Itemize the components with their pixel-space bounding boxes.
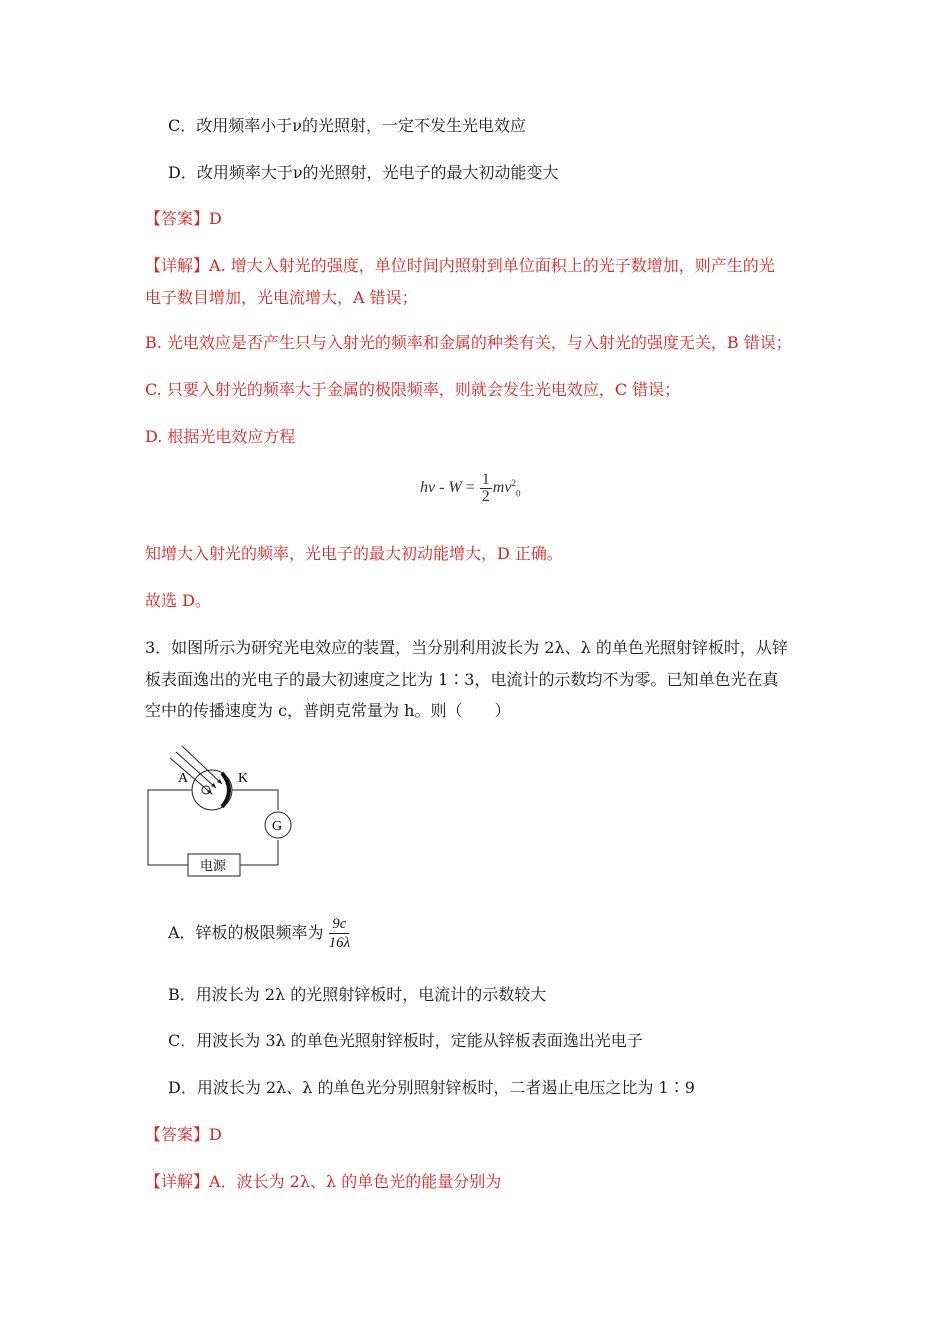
prev-detail-c: C. 只要入射光的频率大于金属的极限频率，则就会发生光电效应，C 错误； [145,380,681,399]
formula-h: h [420,479,428,497]
formula-equals: = [461,479,475,497]
detail-text: A．波长为 2λ、λ 的单色光的能量分别为 [209,1172,502,1191]
prev-detail-b: B. 光电效应是否产生只与入射光的频率和金属的种类有关，与入射光的强度无关，B 错误； [145,333,792,352]
formula-fraction [480,472,492,505]
formula-sup: 2 [511,477,516,488]
answer-tag: 【答案】 [145,1125,210,1144]
prev-choose: 故选 D。 [145,591,211,610]
wire-right-top [232,790,278,810]
formula-frac-num: 1 [481,471,490,488]
q3-stem-line3: 空中的传播速度为 c，普朗克常量为 h。则（ ） [145,701,511,720]
q3-option-a-numerator: 9c [329,915,349,934]
answer-value: D [209,1125,222,1144]
prev-option-d: D．改用频率大于ν的光照射，光电子的最大初动能变大 [168,163,559,182]
label-power: 电源 [200,859,227,874]
prev-detail-a-line1 [145,255,775,277]
q3-detail-a [145,1171,501,1193]
answer-value: D [209,209,222,228]
q3-option-a-denominator: 16λ [328,935,351,951]
detail-tag: 【详解】 [145,1172,210,1191]
formula-sub: 0 [515,488,521,499]
q3-option-a [168,915,355,952]
formula-w: W [448,479,462,497]
q3-answer [145,1124,222,1146]
prev-detail-d: D. 根据光电效应方程 [145,427,296,446]
q3-option-c: C．用波长为 3λ 的单色光照射锌板时，定能从锌板表面逸出光电子 [168,1031,643,1050]
q3-option-a-fraction [326,915,354,952]
detail-tag: 【详解】 [145,256,210,275]
label-a: A [178,771,189,786]
formula-nu: ν [428,479,436,497]
photoelectric-circuit-diagram [140,740,300,880]
q3-option-b: B．用波长为 2λ 的光照射锌板时，电流计的示数较大 [168,985,547,1004]
formula-m: m [492,479,505,497]
formula-frac-den: 2 [481,488,490,505]
label-g: G [272,819,283,834]
q3-stem-line1: 3．如图所示为研究光电效应的装置，当分别利用波长为 2λ、λ 的单色光照射锌板时，从锌 [145,638,788,657]
wire-left [148,790,192,865]
prev-conclusion: 知增大入射光的频率，光电子的最大初动能增大，D 正确。 [145,544,563,563]
q3-option-d: D．用波长为 2λ、λ 的单色光分别照射锌板时，二者遏止电压之比为 1∶9 [168,1078,695,1097]
photoelectric-equation [420,472,520,505]
answer-tag: 【答案】 [145,209,210,228]
q3-option-a-text: A．锌板的极限频率为 [168,923,324,942]
formula-minus: - [435,479,449,497]
q3-stem-line2: 板表面逸出的光电子的最大初速度之比为 1∶3，电流计的示数均不为零。已知单色光在真 [145,670,779,689]
detail-text: A. 增大入射光的强度，单位时间内照射到单位面积上的光子数增加，则产生的光 [209,256,775,275]
prev-detail-a-line2: 电子数目增加，光电流增大，A 错误； [145,288,418,307]
wire-right-bottom [240,840,278,865]
formula-v: v [504,479,512,497]
prev-answer [145,208,222,230]
label-k: K [238,771,249,786]
prev-option-c: C．改用频率小于ν的光照射，一定不发生光电效应 [168,116,526,135]
anode-a [202,786,210,794]
